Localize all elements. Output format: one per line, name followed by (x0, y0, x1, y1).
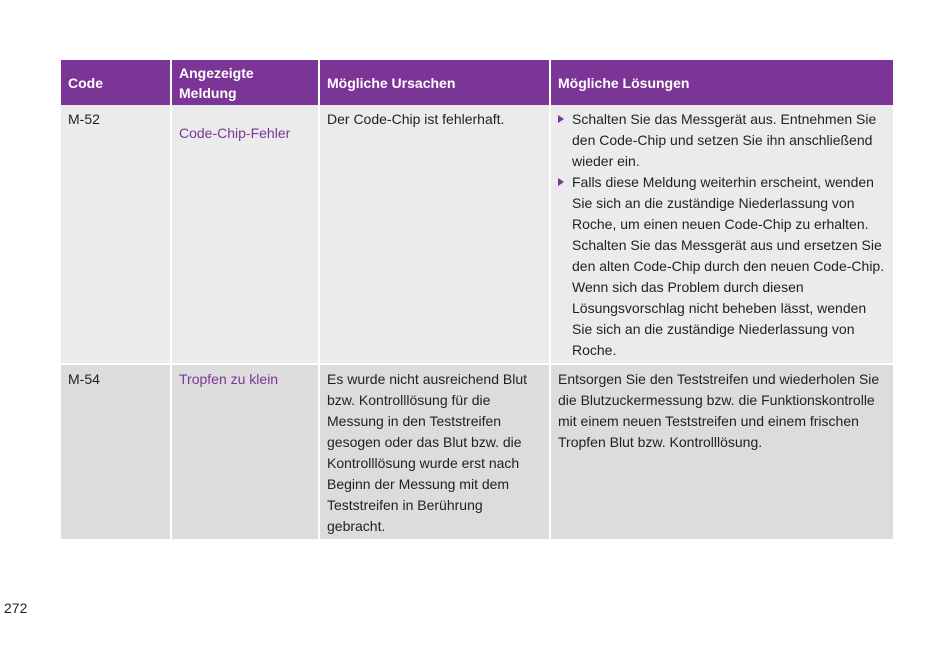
header-possible-causes: Mögliche Ursachen (319, 60, 550, 105)
page-number: 272 (4, 600, 28, 616)
solution-text: Schalten Sie das Messgerät aus. Entnehmen Sie den Code-Chip und setzen Sie ihn anschließend wieder ein. (572, 111, 877, 169)
message-cell (171, 105, 319, 364)
solution-text: Falls diese Meldung weiterhin erscheint, wenden Sie sich an die zuständige Niederlassung von Roche, um einen neuen Code-Chip zu erhalten. Schalten Sie das Messgerät aus und ersetzen Sie den alten Code-Chip durch den neuen Code-Chip. Wenn sich das Problem durch diesen Lösungsvorschlag nicht beheben lässt, wenden Sie sich an die zuständige Niederlassung von Roche. (572, 174, 885, 358)
displayed-message-text: Code-Chip-Fehler (179, 125, 291, 141)
solution-list-item (558, 172, 886, 361)
message-cell (171, 364, 319, 539)
code-cell: M-54 (61, 364, 171, 539)
header-displayed-message: Angezeigte Meldung (171, 60, 319, 105)
code-cell: M-52 (61, 105, 171, 364)
displayed-message-text: Tropfen zu klein (179, 371, 279, 387)
table-header-row (61, 60, 893, 105)
header-code: Code (61, 60, 171, 105)
error-message-table (61, 60, 893, 539)
table-row (61, 364, 893, 539)
solution-cell (550, 105, 893, 364)
table-row (61, 105, 893, 364)
triangle-bullet-icon (558, 115, 564, 123)
header-possible-solutions: Mögliche Lösungen (550, 60, 893, 105)
cause-cell: Es wurde nicht ausreichend Blut bzw. Kontrolllösung für die Messung in den Teststreifen gesogen oder das Blut bzw. die Kontrolllösung wurde erst nach Beginn der Messung mit dem Teststreifen in Berührung gebracht. (319, 364, 550, 539)
solution-cell: Entsorgen Sie den Teststreifen und wiederholen Sie die Blutzuckermessung bzw. die Funktionskontrolle mit einem neuen Teststreifen und einem frischen Tropfen Blut bzw. Kontrolllösung. (550, 364, 893, 539)
triangle-bullet-icon (558, 178, 564, 186)
solution-list (558, 109, 886, 361)
cause-cell: Der Code-Chip ist fehlerhaft. (319, 105, 550, 364)
solution-list-item (558, 109, 886, 172)
